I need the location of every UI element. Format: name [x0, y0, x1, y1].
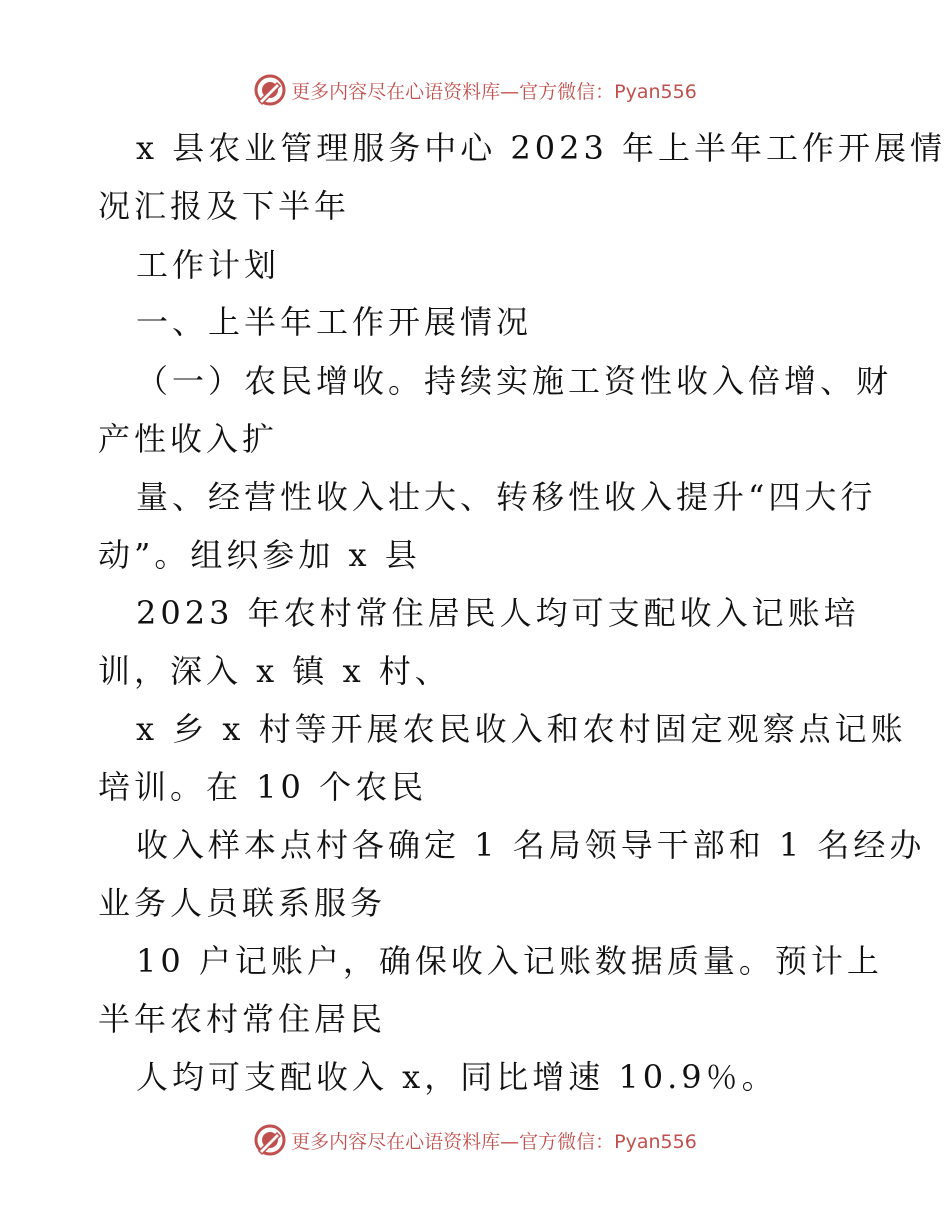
paragraph-line: 动”。组织参加 x 县: [98, 536, 421, 574]
paragraph-line: 半年农村常住居民: [98, 1000, 387, 1038]
paragraph-line: 业务人员联系服务: [98, 884, 387, 922]
footer-banner: [0, 1122, 950, 1158]
quill-seal-icon: [253, 1123, 287, 1157]
paragraph-line: 收入样本点村各确定 1 名局领导干部和 1 名经办: [136, 826, 926, 864]
doc-title-line-3: 工作计划: [136, 246, 281, 284]
paragraph-line: 10 户记账户，确保收入记账数据质量。预计上: [136, 942, 883, 980]
section-heading: 一、上半年工作开展情况: [136, 303, 533, 341]
paragraph-line: x 乡 x 村等开展农民收入和农村固定观察点记账: [136, 710, 907, 748]
paragraph-line: 人均可支配收入 x，同比增速 10.9％。: [136, 1058, 778, 1096]
paragraph-line: 2023 年农村常住居民人均可支配收入记账培: [136, 594, 860, 632]
paragraph-line: （一）农民增收。持续实施工资性收入倍增、财: [136, 362, 893, 400]
paragraph-line: 产性收入扩: [98, 420, 279, 458]
header-banner-text: 更多内容尽在心语资料库—官方微信：Pyan556: [291, 80, 697, 103]
footer-banner-text: 更多内容尽在心语资料库—官方微信：Pyan556: [291, 1130, 697, 1153]
doc-title-line-1: x 县农业管理服务中心 2023 年上半年工作开展情: [136, 129, 947, 167]
paragraph-line: 训，深入 x 镇 x 村、: [98, 652, 451, 690]
doc-title-line-2: 况汇报及下半年: [98, 187, 351, 225]
paragraph-line: 培训。在 10 个农民: [98, 768, 428, 806]
paragraph-line: 量、经营性收入壮大、转移性收入提升“四大行: [136, 478, 877, 516]
